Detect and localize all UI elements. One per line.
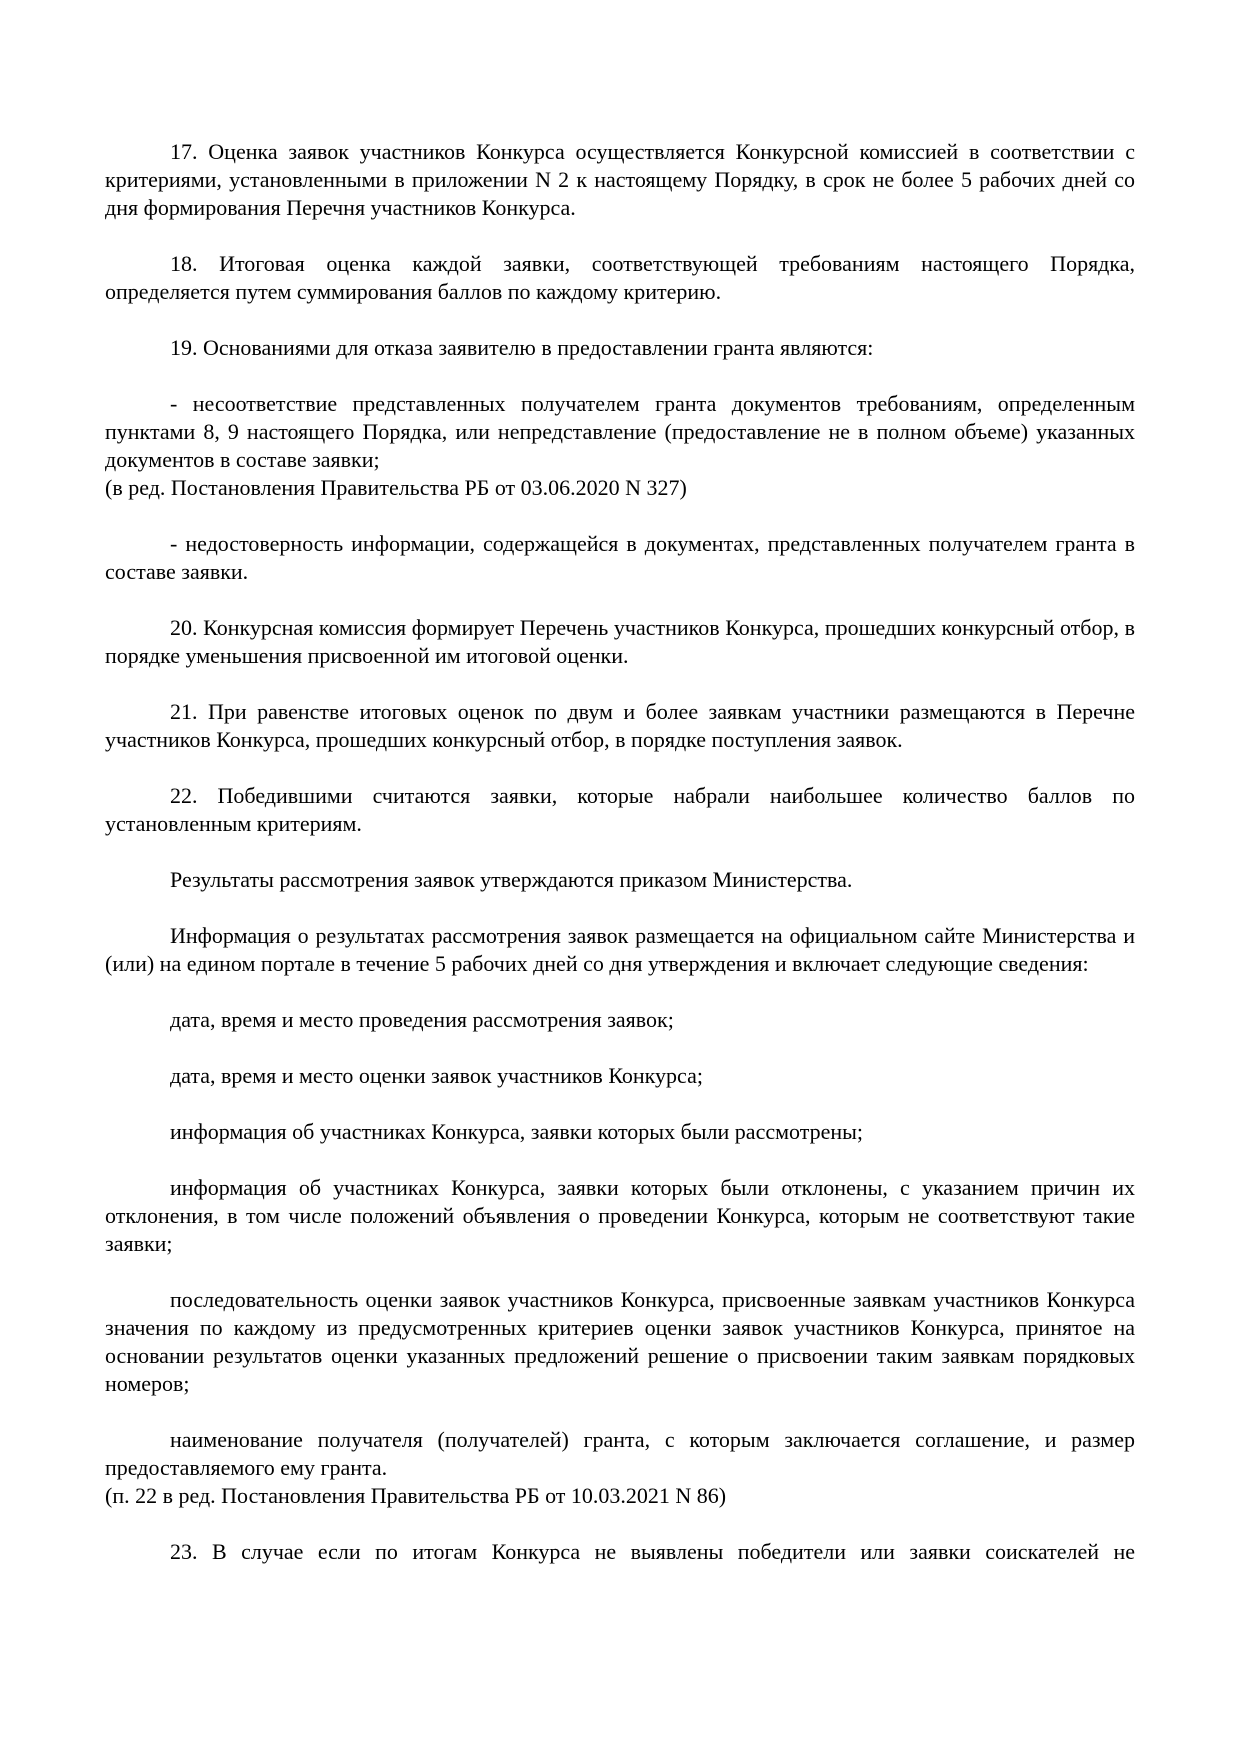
list-item-date-review: дата, время и место проведения рассмотрения заявок;: [170, 1007, 674, 1032]
amendment-note-327: (в ред. Постановления Правительства РБ от 03.06.2020 N 327): [105, 475, 687, 500]
list-item-participants-reviewed: информация об участниках Конкурса, заявки которых были рассмотрены;: [170, 1119, 864, 1144]
paragraph-info-publication: Информация о результатах рассмотрения заявок размещается на официальном сайте Министерства и (или) на едином портале в течение 5 рабочих дней со дня утверждения и включает следующие сведения:: [105, 923, 1135, 976]
list-item-recipient-name: наименование получателя (получателей) гранта, с которым заключается соглашение, и размер предоставляемого ему гранта.: [105, 1427, 1135, 1480]
paragraph-20: 20. Конкурсная комиссия формирует Перечень участников Конкурса, прошедших конкурсный отбор, в порядке уменьшения присвоенной им итоговой оценки.: [105, 615, 1135, 668]
list-item-date-evaluation: дата, время и место оценки заявок участников Конкурса;: [170, 1063, 703, 1088]
paragraph-19: 19. Основаниями для отказа заявителю в предоставлении гранта являются:: [170, 335, 874, 360]
list-item-refusal-inaccuracy: - недостоверность информации, содержащейся в документах, представленных получателем гранта в составе заявки.: [105, 531, 1135, 584]
list-item-participants-rejected: информация об участниках Конкурса, заявки которых были отклонены, с указанием причин их отклонения, в том числе положений объявления о проведении Конкурса, которым не соответствуют такие заявки;: [105, 1175, 1135, 1256]
paragraph-22: 22. Победившими считаются заявки, которые набрали наибольшее количество баллов по установленным критериям.: [105, 783, 1135, 836]
paragraph-18: 18. Итоговая оценка каждой заявки, соответствующей требованиям настоящего Порядка, определяется путем суммирования баллов по каждому критерию.: [105, 251, 1135, 304]
amendment-note-86: (п. 22 в ред. Постановления Правительства РБ от 10.03.2021 N 86): [105, 1483, 727, 1508]
list-item-refusal-documents: - несоответствие представленных получателем гранта документов требованиям, определенным пунктами 8, 9 настоящего Порядка, или непредставление (предоставление не в полном объеме) указанных документов в составе заявки;: [105, 391, 1135, 472]
list-item-evaluation-sequence: последовательность оценки заявок участников Конкурса, присвоенные заявкам участников Конкурса значения по каждому из предусмотренных критериев оценки заявок участников Конкурса, принятое на основании результатов оценки указанных предложений решение о присвоении таким заявкам порядковых номеров;: [105, 1287, 1135, 1396]
paragraph-23: 23. В случае если по итогам Конкурса не выявлены победители или заявки соискателей не: [170, 1539, 1135, 1564]
paragraph-results-approval: Результаты рассмотрения заявок утверждаются приказом Министерства.: [170, 867, 853, 892]
paragraph-17: 17. Оценка заявок участников Конкурса осуществляется Конкурсной комиссией в соответствии с критериями, установленными в приложении N 2 к настоящему Порядку, в срок не более 5 рабочих дней со дня формирования Перечня участников Конкурса.: [105, 139, 1135, 220]
paragraph-21: 21. При равенстве итоговых оценок по двум и более заявкам участники размещаются в Перечне участников Конкурса, прошедших конкурсный отбор, в порядке поступления заявок.: [105, 699, 1135, 752]
